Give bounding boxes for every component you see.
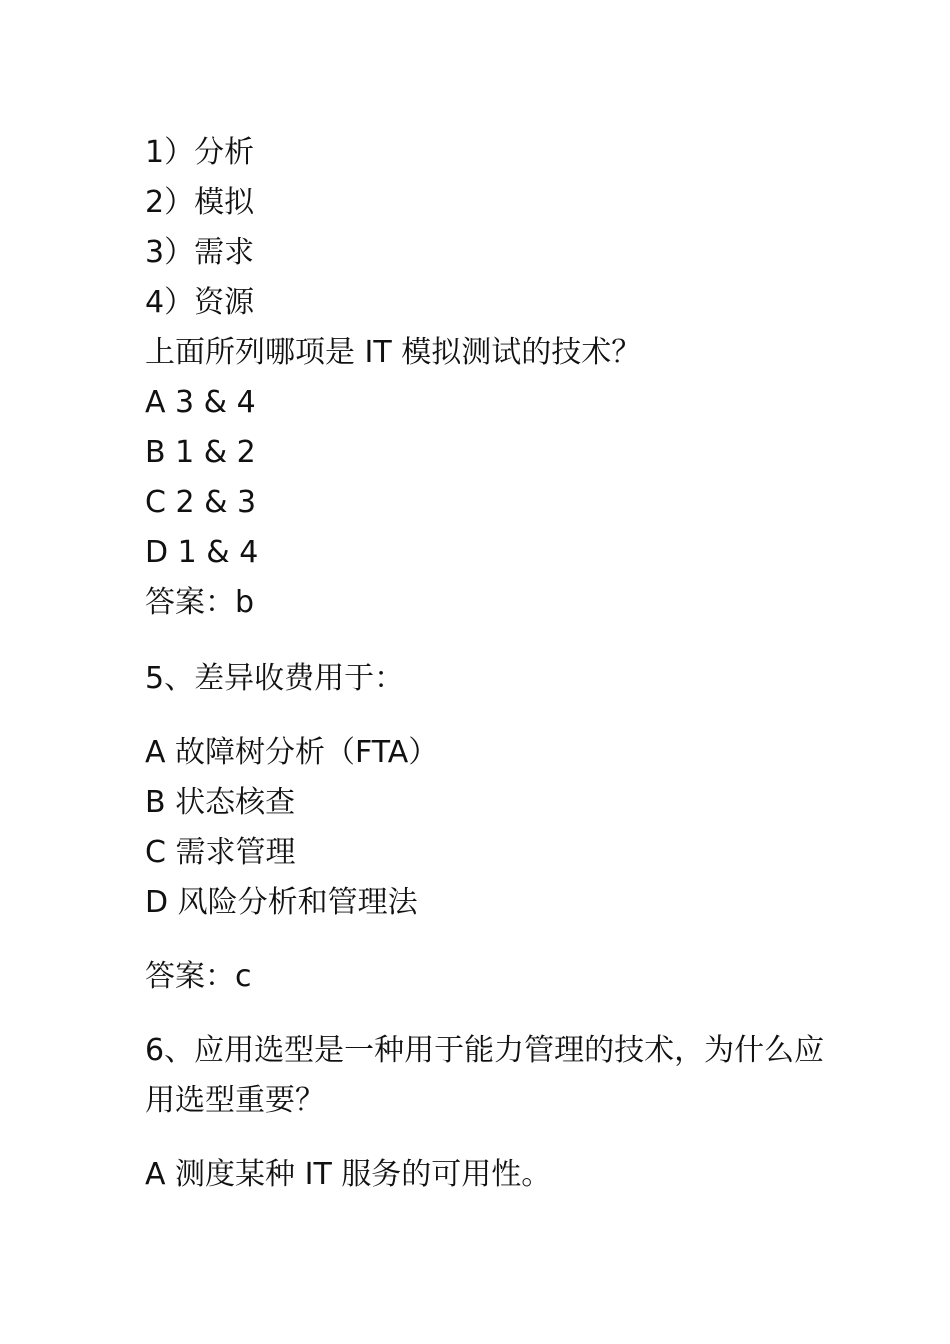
question-4-block [145, 128, 825, 628]
list-item: 4）资源 [145, 285, 255, 320]
answer-text: 答案：c [145, 959, 252, 994]
answer-text: 答案：b [145, 585, 255, 620]
question-text: 6、应用选型是一种用于能力管理的技术，为什么应用选型重要？ [145, 1033, 825, 1118]
question-text: 上面所列哪项是 IT 模拟测试的技术？ [145, 335, 642, 370]
question-5-block [145, 654, 825, 1002]
question-6-block [145, 1026, 825, 1200]
option-c: C 需求管理 [145, 835, 296, 870]
list-item: 3）需求 [145, 235, 255, 270]
question-text: 5、差异收费用于： [145, 661, 405, 696]
option-b: B 1 & 2 [145, 435, 256, 470]
option-a: A 3 & 4 [145, 385, 256, 420]
option-a: A 故障树分析（FTA） [145, 735, 439, 770]
list-item: 2）模拟 [145, 185, 255, 220]
list-item: 1）分析 [145, 135, 255, 170]
option-a: A 测度某种 IT 服务的可用性。 [145, 1157, 552, 1192]
option-d: D 1 & 4 [145, 535, 259, 570]
option-d: D 风险分析和管理法 [145, 885, 418, 920]
option-c: C 2 & 3 [145, 485, 257, 520]
options-group [145, 728, 825, 928]
document-page [145, 128, 825, 1200]
option-b: B 状态核查 [145, 785, 296, 820]
